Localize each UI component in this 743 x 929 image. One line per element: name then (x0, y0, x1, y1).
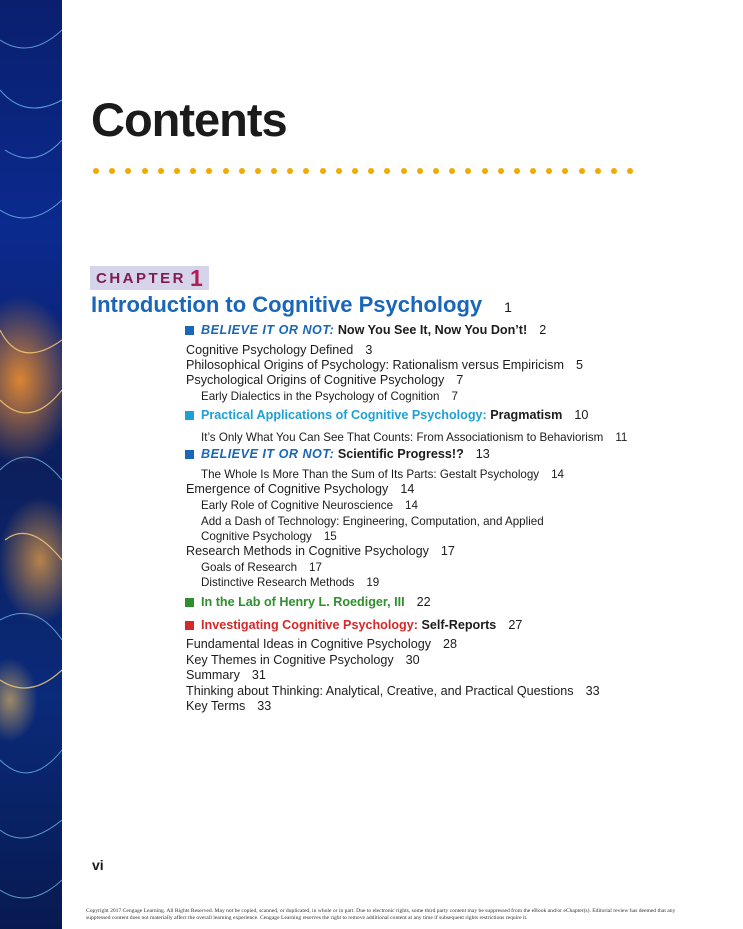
entry-page: 10 (574, 408, 589, 422)
rule-dot (125, 168, 131, 174)
entry-page: 28 (443, 637, 458, 651)
entry-title: Psychological Origins of Cognitive Psychology (186, 373, 445, 387)
entry-title: It’s Only What You Can See That Counts: From Associationism to Behaviorism (201, 431, 604, 444)
rule-dot (433, 168, 439, 174)
entry-page: 5 (575, 358, 583, 372)
blue-square-icon (185, 450, 194, 459)
rule-dot (287, 168, 293, 174)
cyan-square-icon (185, 411, 194, 420)
entry-title: Cognitive Psychology (201, 530, 312, 543)
toc-subentry[interactable] (201, 389, 458, 404)
entry-title: Cognitive Psychology Defined (186, 343, 354, 357)
rule-dot (579, 168, 585, 174)
green-square-icon (185, 598, 194, 607)
entry-page: 2 (539, 323, 547, 337)
feature-prefix: BELIEVE IT OR NOT: (201, 447, 335, 461)
rule-dot (482, 168, 488, 174)
entry-title: Key Terms (186, 699, 246, 713)
toc-entry-investigating[interactable] (186, 618, 522, 633)
entry-page: 22 (416, 595, 431, 609)
entry-page: 7 (456, 373, 464, 387)
chapter-word: CHAPTER (96, 269, 187, 287)
toc-entry[interactable] (186, 358, 583, 373)
entry-title: The Whole Is More Than the Sum of Its Parts: Gestalt Psychology (201, 468, 540, 481)
rule-dot (174, 168, 180, 174)
toc-subentry[interactable] (201, 467, 564, 482)
toc-entry[interactable] (186, 637, 457, 652)
toc-entry-in-the-lab[interactable] (186, 595, 431, 610)
page-folio: vi (92, 857, 104, 873)
rule-dot (303, 168, 309, 174)
feature-prefix: Investigating Cognitive Psychology: (201, 618, 418, 632)
entry-page: 31 (251, 668, 266, 682)
rule-dot (417, 168, 423, 174)
rule-dot (93, 168, 99, 174)
entry-page: 14 (551, 468, 564, 481)
entry-title: Goals of Research (201, 561, 298, 574)
rule-dot (514, 168, 520, 174)
toc-entry[interactable] (186, 653, 420, 668)
entry-title: Summary (186, 668, 240, 682)
rule-dot (595, 168, 601, 174)
rule-dot (320, 168, 326, 174)
entry-page: 7 (451, 390, 458, 403)
entry-page: 14 (405, 499, 418, 512)
toc-subentry[interactable] (201, 575, 379, 590)
rule-dot (546, 168, 552, 174)
rule-dot (255, 168, 261, 174)
feature-title: Self-Reports (421, 618, 497, 632)
chapter-label (90, 266, 209, 290)
light-streaks-art (0, 0, 62, 929)
cover-art-strip (0, 0, 62, 929)
entry-title: Early Role of Cognitive Neuroscience (201, 499, 394, 512)
rule-dot (449, 168, 455, 174)
rule-dot (158, 168, 164, 174)
rule-dot (336, 168, 342, 174)
entry-title: Thinking about Thinking: Analytical, Creative, and Practical Questions (186, 684, 574, 698)
toc-entry[interactable] (186, 343, 372, 358)
entry-title: Philosophical Origins of Psychology: Rationalism versus Empiricism (186, 358, 564, 372)
entry-title: Distinctive Research Methods (201, 576, 355, 589)
rule-dot (223, 168, 229, 174)
rule-dot (498, 168, 504, 174)
entry-page: 27 (508, 618, 523, 632)
entry-page: 3 (365, 343, 373, 357)
rule-dot (109, 168, 115, 174)
toc-entry[interactable] (186, 668, 266, 683)
rule-dot (562, 168, 568, 174)
toc-entry-believe-it-or-not-1[interactable] (186, 323, 546, 338)
entry-page: 14 (400, 482, 415, 496)
rule-dot (611, 168, 617, 174)
entry-page: 33 (257, 699, 272, 713)
rule-dot (368, 168, 374, 174)
rule-dot (627, 168, 633, 174)
toc-subentry[interactable] (201, 514, 544, 529)
entry-title: Fundamental Ideas in Cognitive Psychology (186, 637, 432, 651)
feature-title: Pragmatism (490, 408, 563, 422)
red-square-icon (185, 621, 194, 630)
entry-page: 17 (440, 544, 455, 558)
toc-entry[interactable] (186, 482, 414, 497)
rule-dot (530, 168, 536, 174)
chapter-title-link[interactable] (91, 292, 512, 318)
dotted-rule (93, 168, 633, 174)
entry-page: 19 (366, 576, 380, 589)
rule-dot (465, 168, 471, 174)
entry-title: Research Methods in Cognitive Psychology (186, 544, 429, 558)
chapter-page: 1 (504, 299, 512, 315)
entry-title: Key Themes in Cognitive Psychology (186, 653, 394, 667)
copyright-notice: Copyright 2017 Cengage Learning. All Rights Reserved. May not be copied, scanned, or duplicated, in whole or in part. Due to electronic rights, some third party content may be suppressed from the eBook and/or eChapter(s). Editorial review has deemed that any suppressed content does not materially affect the overall learning experience. Cengage Learning reserves the right to remove additional content at any time if subsequent rights restrictions require it. (86, 908, 676, 921)
rule-dot (239, 168, 245, 174)
entry-title: Emergence of Cognitive Psychology (186, 482, 389, 496)
feature-title: Scientific Progress!? (337, 447, 464, 461)
toc-entry-believe-it-or-not-2[interactable] (186, 447, 490, 462)
toc-subentry-continued[interactable] (201, 529, 337, 544)
toc-entry-practical-applications[interactable] (186, 408, 588, 423)
feature-title: In the Lab of Henry L. Roediger, III (201, 595, 405, 609)
entry-page: 15 (323, 530, 337, 543)
chapter-title: Introduction to Cognitive Psychology (91, 292, 483, 317)
toc-subentry[interactable] (201, 498, 418, 513)
toc-entry[interactable] (186, 684, 600, 699)
entry-page: 11 (615, 431, 628, 444)
chapter-number: 1 (190, 264, 203, 291)
rule-dot (142, 168, 148, 174)
toc-subentry[interactable] (201, 430, 627, 445)
toc-entry[interactable] (186, 373, 463, 388)
rule-dot (190, 168, 196, 174)
blue-square-icon (185, 326, 194, 335)
toc-entry[interactable] (186, 699, 271, 714)
rule-dot (352, 168, 358, 174)
feature-prefix: BELIEVE IT OR NOT: (201, 323, 335, 337)
entry-page: 33 (585, 684, 600, 698)
rule-dot (206, 168, 212, 174)
rule-dot (271, 168, 277, 174)
entry-page: 13 (475, 447, 490, 461)
entry-page: 17 (309, 561, 322, 574)
entry-title: Add a Dash of Technology: Engineering, Computation, and Applied (201, 515, 544, 528)
toc-entry[interactable] (186, 544, 455, 559)
page-title: Contents (91, 93, 287, 146)
rule-dot (384, 168, 390, 174)
rule-dot (401, 168, 407, 174)
feature-prefix: Practical Applications of Cognitive Psychology: (201, 408, 487, 422)
feature-title: Now You See It, Now You Don’t! (337, 323, 528, 337)
toc-subentry[interactable] (201, 560, 322, 575)
entry-title: Early Dialectics in the Psychology of Cognition (201, 390, 440, 403)
entry-page: 30 (405, 653, 420, 667)
